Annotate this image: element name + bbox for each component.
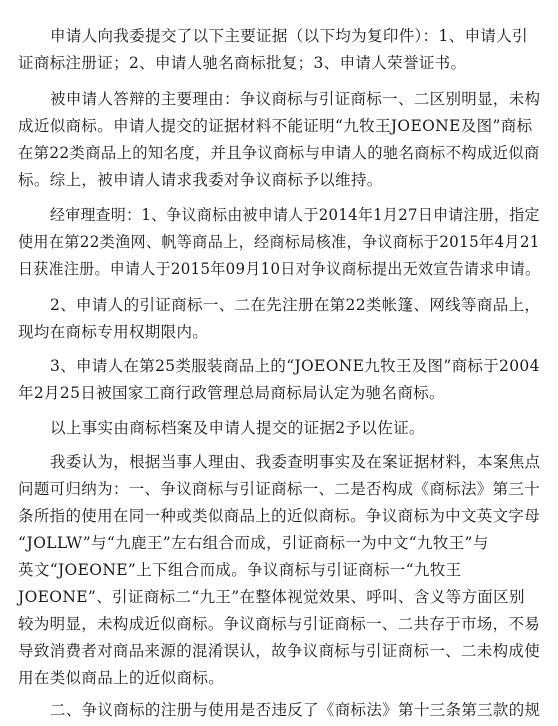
- text-line: 标。综上，被申请人请求我委对争议商标予以维持。: [18, 171, 383, 189]
- text-line: 二、争议商标的注册与使用是否违反了《商标法》第十三条第三款的规: [50, 701, 541, 719]
- text-line: 3、申请人在第25类服装商品上的“JOEONE九牧王及图”商标于2004: [50, 357, 540, 375]
- text-line: 经审理查明：1、争议商标由被申请人于2014年1月27日申请注册，指定: [50, 206, 540, 224]
- text-line: “JOLLW”与“九鹿王”左右组合而成，引证商标一为中文“九牧王”与: [18, 534, 489, 552]
- text-line: 较为明显，未构成近似商标。争议商标与引证商标一、二共存于市场，不易: [18, 615, 541, 633]
- text-line: 成近似商标。申请人提交的证据材料不能证明“九牧王JOEONE及图”商标: [18, 117, 533, 135]
- text-line: 问题可归纳为：一、争议商标与引证商标一、二是否构成《商标法》第三十: [18, 480, 541, 498]
- text-line: 条所指的使用在同一种或类似商品上的近似商标。争议商标为中文英文字母: [18, 507, 541, 525]
- text-line: 导致消费者对商品来源的混淆误认，故争议商标与引证商标一、二未构成使: [18, 642, 541, 660]
- text-line: 年2月25日被国家工商行政管理总局商标局认定为驰名商标。: [18, 384, 445, 402]
- text-line: 证商标注册证；2、申请人驰名商标批复；3、申请人荣誉证书。: [18, 54, 467, 72]
- text-line: JOEONE”、引证商标二“九王”在整体视觉效果、呼叫、含义等方面区别: [18, 588, 525, 606]
- text-line: 我委认为，根据当事人理由、我委查明事实及在案证据材料，本案焦点: [50, 453, 541, 471]
- text-line: 在第22类商品上的知名度，并且争议商标与申请人的驰名商标不构成近似商: [18, 144, 540, 162]
- text-line: 以上事实由商标档案及申请人提交的证据2予以佐证。: [50, 419, 425, 437]
- text-line: 使用在第22类渔网、帆等商品上，经商标局核准，争议商标于2015年4月21: [18, 233, 540, 251]
- text-line: 英文“JOEONE”上下组合而成。争议商标与引证商标一“九牧王: [18, 561, 462, 579]
- text-line: 用在类似商品上的近似商标。: [18, 669, 225, 687]
- text-line: 2、申请人的引证商标一、二在先注册在第22类帐篷、网线等商品上，: [50, 296, 541, 314]
- text-line: 日获准注册。申请人于2015年09月10日对争议商标提出无效宣告请求申请。: [18, 260, 541, 278]
- text-line: 被申请人答辩的主要理由：争议商标与引证商标一、二区别明显，未构: [50, 90, 541, 108]
- text-line: 现均在商标专用权期限内。: [18, 323, 209, 341]
- text-line: 申请人向我委提交了以下主要证据（以下均为复印件）：1、申请人引: [50, 27, 528, 45]
